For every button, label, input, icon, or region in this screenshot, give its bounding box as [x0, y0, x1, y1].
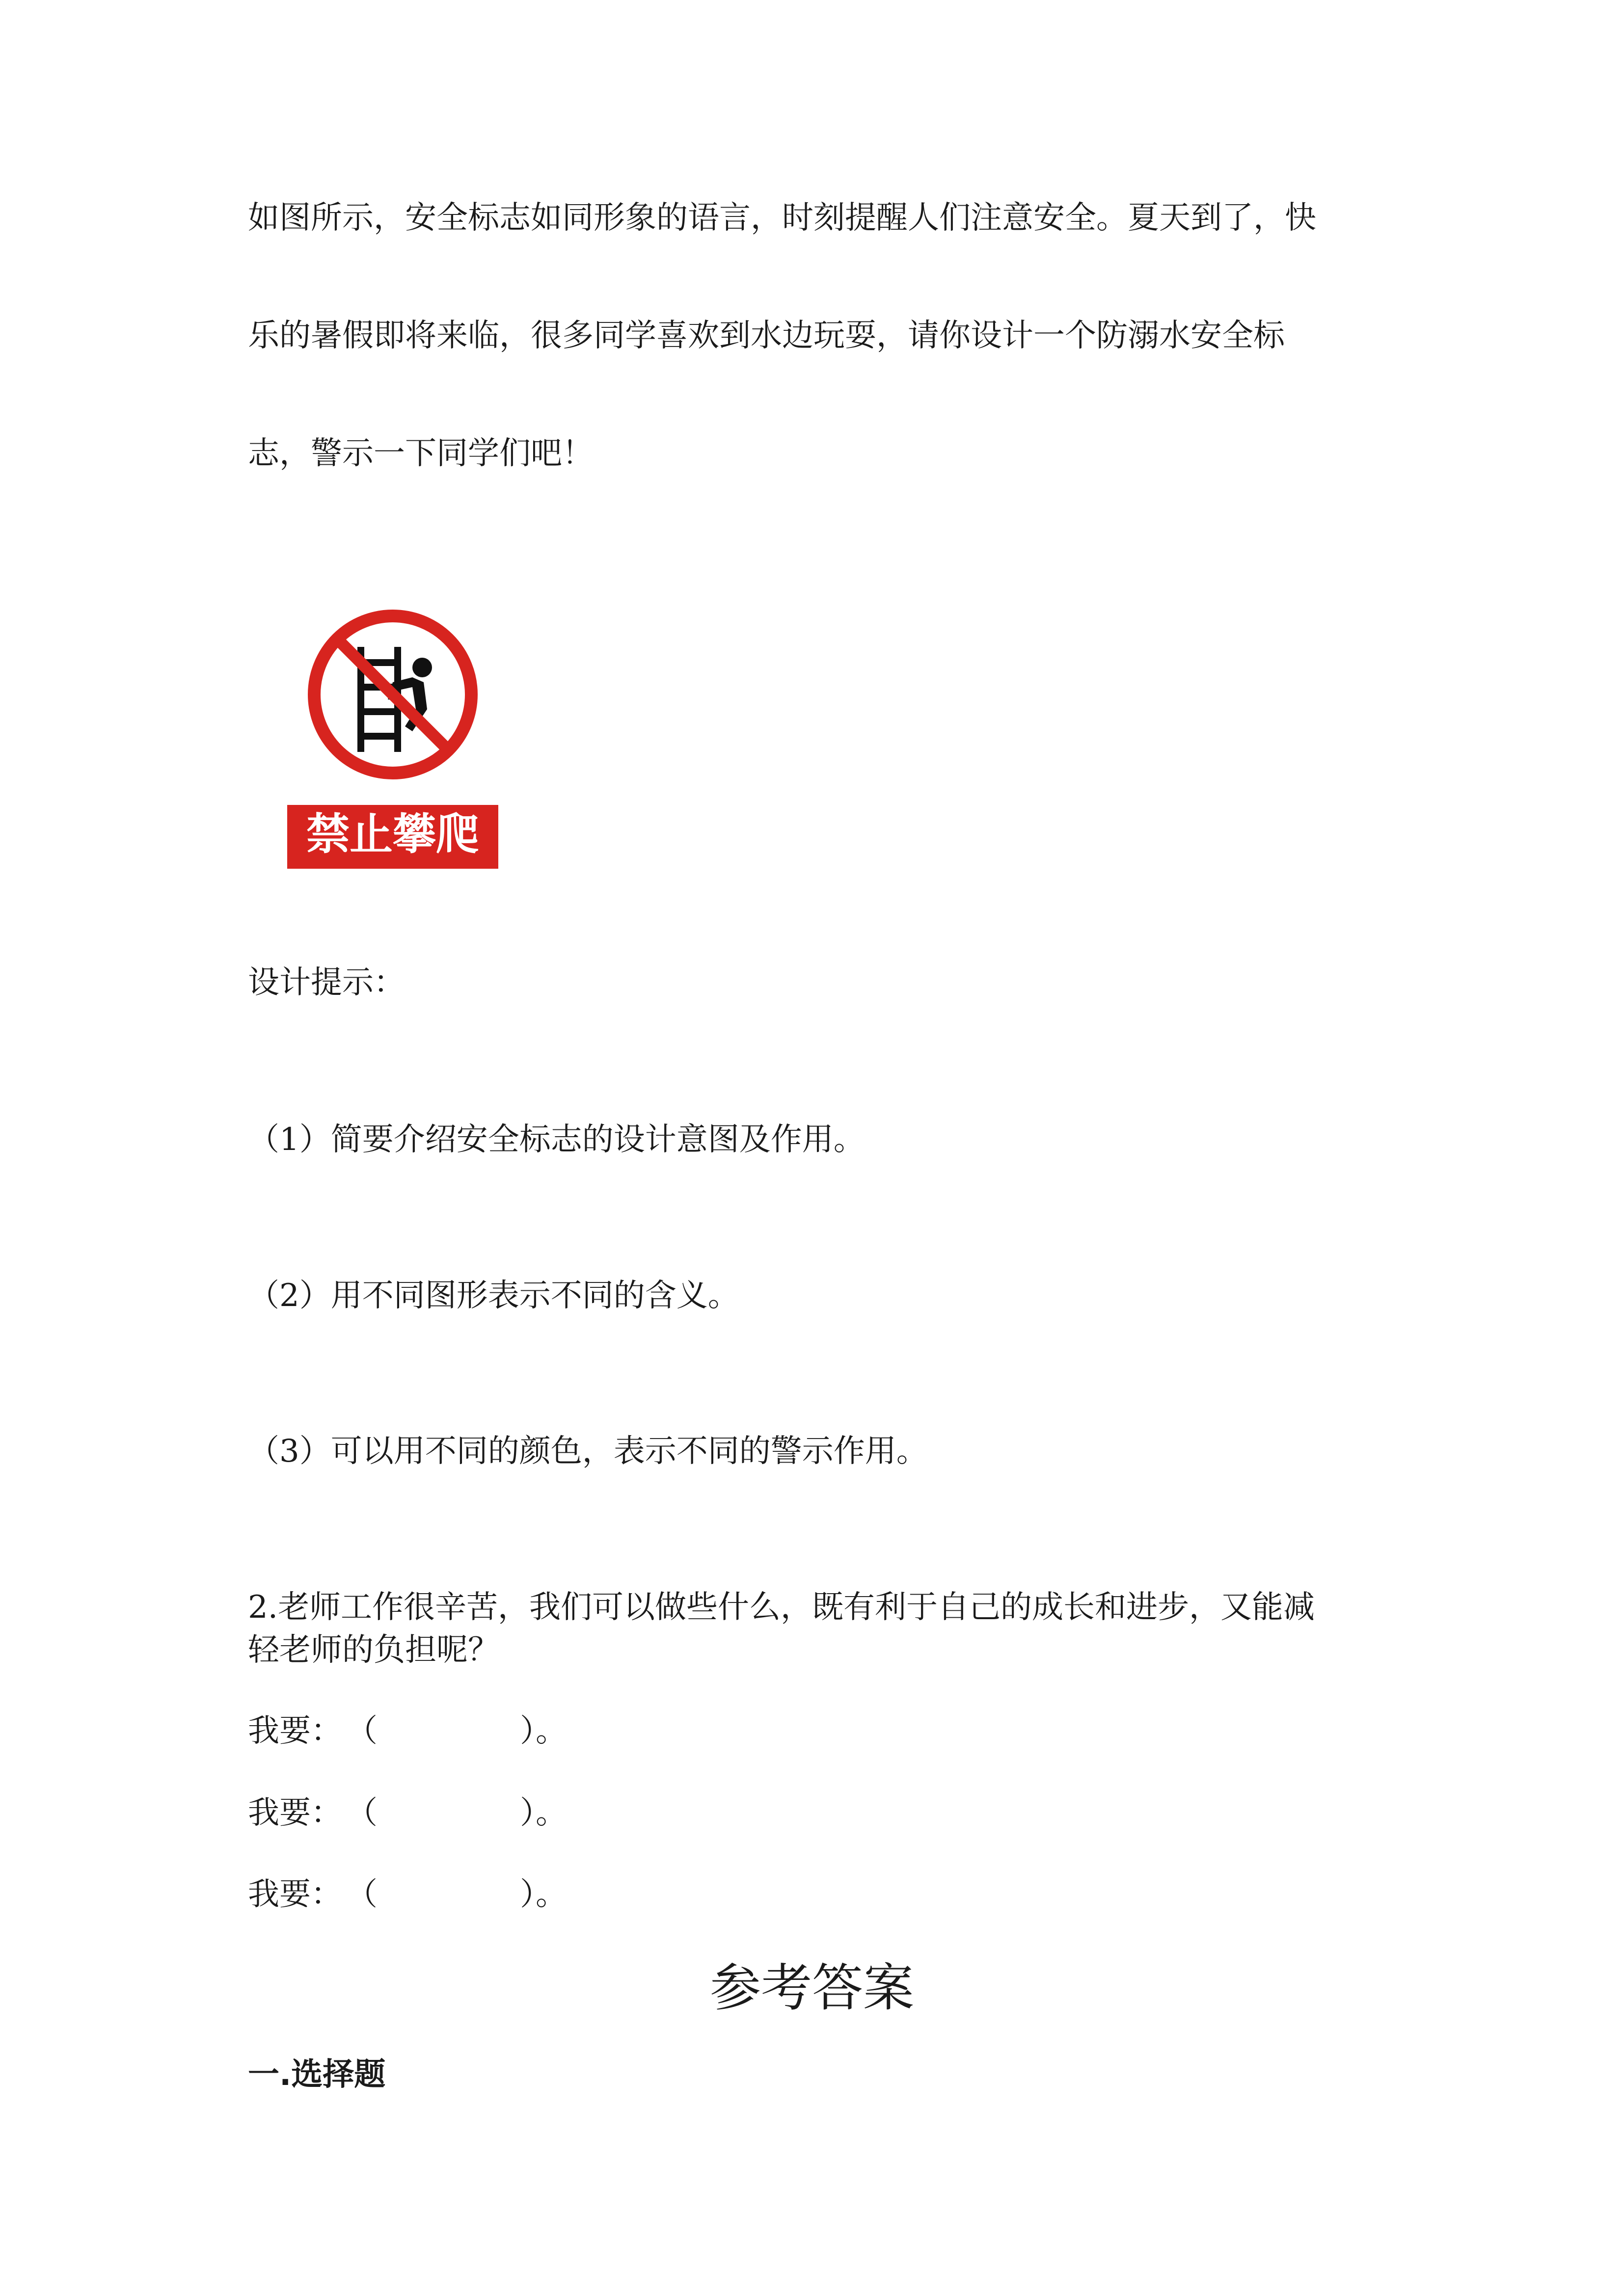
sign-caption: 禁止攀爬 [306, 809, 480, 859]
intro-text-line-3: 志，警示一下同学们吧！ [248, 435, 594, 472]
design-hints-title: 设计提示： [248, 964, 405, 1001]
open-paren: （ [346, 1876, 378, 1913]
answer-blank-3[interactable] [248, 1876, 567, 1913]
answer-blank-2[interactable] [248, 1797, 567, 1829]
intro-text-line-1: 如图所示，安全标志如同形象的语言，时刻提醒人们注意安全。夏天到了，快 [248, 200, 1316, 236]
close-paren: ）。 [520, 1795, 567, 1831]
question-2-text-line-2: 轻老师的负担呢？ [248, 1632, 499, 1668]
design-hint-item-1: （1）简要介绍安全标志的设计意图及作用。 [248, 1121, 865, 1158]
close-paren: ）。 [520, 1876, 567, 1913]
no-climbing-sign [287, 609, 498, 874]
answer-blank-1[interactable] [248, 1715, 567, 1747]
open-paren: （ [346, 1795, 378, 1831]
answer-label: 我要： [248, 1713, 342, 1749]
multiple-choice-section-heading: 一.选择题 [248, 2056, 386, 2093]
reference-answers-heading: 参考答案 [709, 1958, 914, 2018]
design-hint-item-3: （3）可以用不同的颜色，表示不同的警示作用。 [248, 1433, 928, 1469]
close-paren: ）。 [520, 1713, 567, 1749]
no-climbing-icon [287, 609, 498, 874]
design-hint-item-2: （2）用不同图形表示不同的含义。 [248, 1278, 739, 1314]
answer-label: 我要： [248, 1876, 342, 1913]
intro-text-line-2: 乐的暑假即将来临，很多同学喜欢到水边玩耍，请你设计一个防溺水安全标 [248, 318, 1285, 354]
question-2-text-line-1: 2.老师工作很辛苦，我们可以做些什么，既有利于自己的成长和进步，又能减 [248, 1589, 1315, 1626]
answer-label: 我要： [248, 1795, 342, 1831]
open-paren: （ [346, 1713, 378, 1749]
